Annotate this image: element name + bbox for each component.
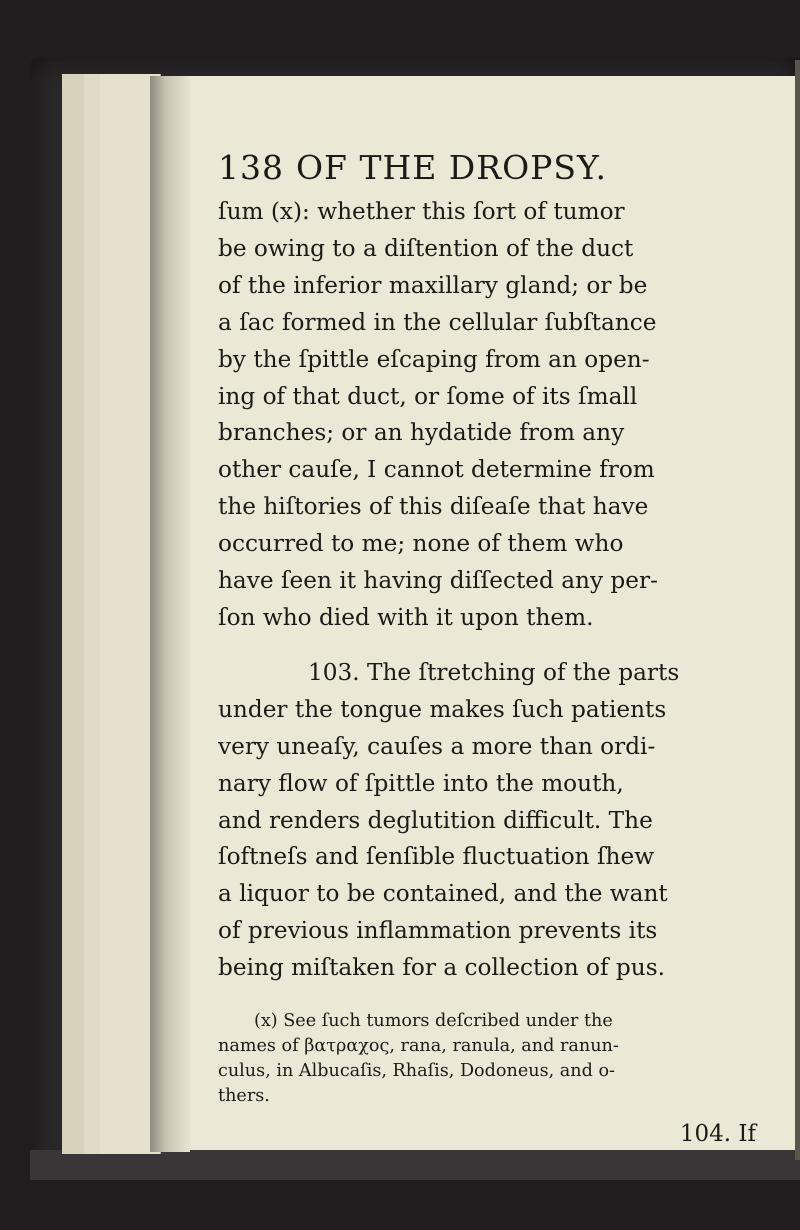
text-line: nary flow of ſpittle into the mouth, — [218, 769, 624, 797]
text-line: ing of that duct, or ſome of its ſmall — [218, 382, 638, 410]
text-line: ſoftneſs and ſenſible fluctuation ſhew — [218, 843, 655, 871]
running-head — [218, 148, 778, 188]
gutter-shadow — [150, 76, 190, 1152]
text-line: being miſtaken for a collection of pus. — [218, 954, 665, 982]
paragraph — [218, 655, 778, 987]
footnote-line: names of βατραχος, rana, ranula, and ranun- — [218, 1036, 619, 1057]
text-line: and renders deglutition difficult. The — [218, 806, 653, 834]
text-line: of previous inflammation prevents its — [218, 917, 658, 945]
text-line: 103. The ſtretching of the parts — [308, 658, 680, 686]
text-line: the hiſtories of this diſeaſe that have — [218, 493, 649, 521]
footnote-line: thers. — [218, 1086, 270, 1107]
text-line: have ſeen it having diſſected any per- — [218, 567, 658, 595]
page-right-edge — [795, 60, 800, 1160]
text-line: under the tongue makes ſuch patients — [218, 695, 667, 723]
paragraph — [218, 194, 778, 637]
text-line: be owing to a diſtention of the duct — [218, 234, 634, 262]
text-line: other cauſe, I cannot determine from — [218, 456, 655, 484]
text-line: ſon who died with it upon them. — [218, 603, 594, 631]
text-line: a ſac formed in the cellular ſubſtance — [218, 308, 657, 336]
text-line: branches; or an hydatide from any — [218, 419, 625, 447]
footnote-line: (x) See ſuch tumors deſcribed under the — [254, 1011, 613, 1032]
text-line: very uneaſy, cauſes a more than ordi- — [218, 732, 656, 760]
text-line: occurred to me; none of them who — [218, 530, 624, 558]
text-line: by the ſpittle eſcaping from an open- — [218, 345, 650, 373]
catchword: 104. If — [679, 1121, 756, 1148]
text-line: a liquor to be contained, and the want — [218, 880, 668, 908]
text-line: of the inferior maxillary gland; or be — [218, 271, 648, 299]
page-number: 138 — [218, 148, 284, 187]
page-title: OF THE DROPSY. — [296, 148, 607, 187]
page-text — [218, 148, 778, 1149]
text-line: ſum (x): whether this ſort of tumor — [218, 198, 625, 225]
book-cover-bottom — [30, 1150, 800, 1180]
footnote — [218, 1009, 778, 1109]
footnote-line: culus, in Albucaſis, Rhaſis, Dodoneus, and o- — [218, 1061, 616, 1082]
